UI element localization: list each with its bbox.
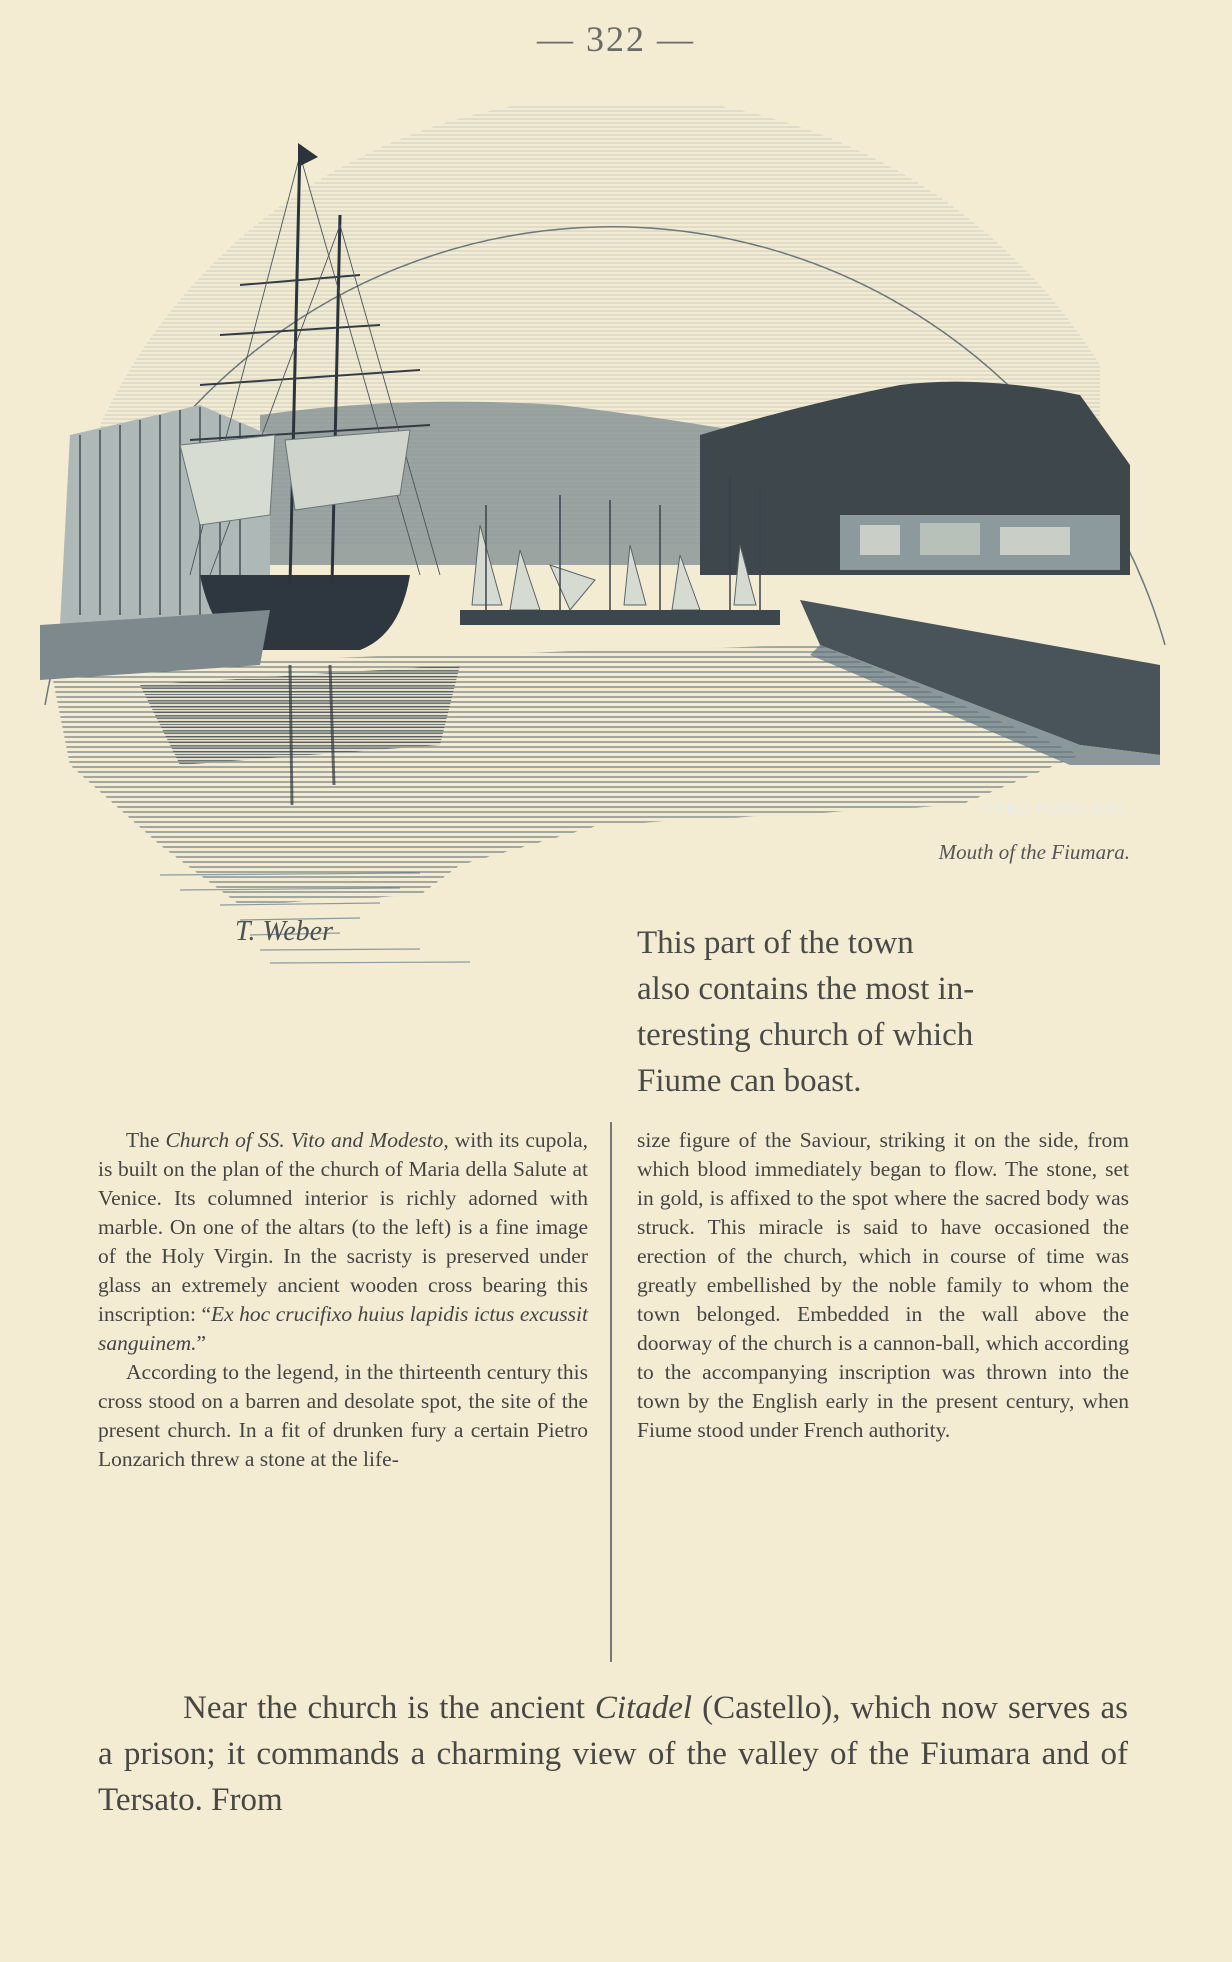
- engraver-mark: ORELL FÜSSLI & Co.: [985, 801, 1131, 816]
- column-divider: [610, 1122, 612, 1662]
- text-run: (Castello), which now serves as a prison; it commands a charming view of the valley of the Fiumara and of Tersato. From: [98, 1690, 1128, 1818]
- text-run: ”: [196, 1331, 207, 1355]
- latin-inscription: Ex hoc crucifixo huius lapidis ictus excussit sanguinem.: [98, 1302, 588, 1355]
- citadel-name: Citadel: [594, 1690, 693, 1726]
- text-run: Near the church is the ancient: [183, 1690, 595, 1726]
- legend-paragraph: According to the legend, in the thirteenth century this cross stood on a barren and desolate spot, the site of the present church. In a fit of drunken fury a certain Pietro Lonzarich threw a stone at the life-: [98, 1360, 588, 1471]
- lead-line: also contains the most in-: [637, 971, 975, 1007]
- lead-line: This part of the town: [637, 925, 914, 961]
- citadel-paragraph: [98, 1685, 1128, 1823]
- church-name: Church of SS. Vito and Modesto: [165, 1128, 444, 1152]
- text-run: The: [126, 1128, 166, 1152]
- continuation-paragraph: size figure of the Saviour, striking it on the side, from which blood immediately began to flow. The stone, set in gold, is affixed to the spot where the sacred body was struck. This miracle is said to have occasioned the erection of the church, which in course of time was greatly embellished by the noble family to whom the town belonged. Embedded in the wall above the doorway of the church is a cannon-ball, which according to the accompanying inscription was thrown into the town by the English early in the present century, when Fiume stood under French authority.: [637, 1128, 1129, 1442]
- lead-line: teresting church of which: [637, 1017, 974, 1053]
- right-column: [637, 1126, 1129, 1445]
- page-number: — 322 —: [537, 19, 695, 59]
- illustration-caption: Mouth of the Fiumara.: [938, 840, 1130, 864]
- lead-paragraph: [637, 920, 1133, 1104]
- church-paragraph: [98, 1126, 588, 1358]
- text-run: , with its cupola, is built on the plan of the church of Maria della Salute at Venice. Its columned interior is richly adorned with marble. On one of the altars (to the left) is a fine image of the Holy Virgin. In the sacristy is preserved under glass an extremely ancient wooden cross bearing this inscription: “: [98, 1128, 588, 1326]
- artist-signature: T. Weber: [235, 916, 333, 947]
- lead-line: Fiume can boast.: [637, 1063, 862, 1099]
- left-column: [98, 1126, 588, 1474]
- engraving-scene: [40, 105, 1165, 963]
